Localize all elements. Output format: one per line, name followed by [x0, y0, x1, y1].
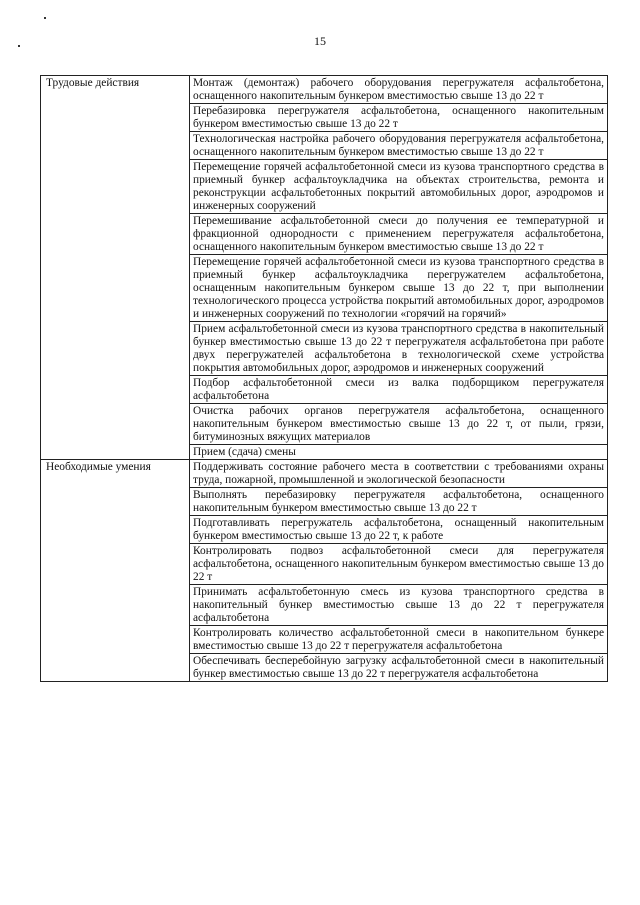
- section-item: Поддерживать состояние рабочего места в соответствии с требованиями охраны труда, пожарной, промышленной и экологической безопасности: [190, 460, 608, 488]
- page-number: 15: [314, 34, 326, 48]
- section-item: Монтаж (демонтаж) рабочего оборудования перегружателя асфальтобетона, оснащенного накопительным бункером вместимостью свыше 13 до 22 т: [190, 76, 608, 104]
- section-item: Контролировать подвоз асфальтобетонной смеси для перегружателя асфальтобетона, оснащенного накопительным бункером вместимостью свыше 13 до 22 т: [190, 544, 608, 585]
- section-item: Очистка рабочих органов перегружателя асфальтобетона, оснащенного накопительным бункером вместимостью свыше 13 до 22 т, от пыли, грязи, битуминозных вяжущих материалов: [190, 404, 608, 445]
- section-item: Перемещение горячей асфальтобетонной смеси из кузова транспортного средства в приемный бункер асфальтоукладчика перегружателем асфальтобетона, оснащенным накопительным бункером свыше 13 до 22 т, при выполнении технологического процесса устройства покрытий автомобильных дорог, аэродромов и инженерных сооружений по технологии «горячий на горячий»: [190, 255, 608, 322]
- table-row: [41, 76, 608, 104]
- table-row: [41, 460, 608, 488]
- section-item: Перемещение горячей асфальтобетонной смеси из кузова транспортного средства в приемный бункер асфальтоукладчика на объектах строительства, ремонта и реконструкции асфальтобетонных покрытий автомобильных дорог, аэродромов и инженерных сооружений: [190, 160, 608, 214]
- competency-table: [40, 75, 608, 682]
- section-item: Технологическая настройка рабочего оборудования перегружателя асфальтобетона, оснащенного накопительным бункером вместимостью свыше 13 до 22 т: [190, 132, 608, 160]
- competency-table-body: [41, 76, 608, 682]
- section-item: Выполнять перебазировку перегружателя асфальтобетона, оснащенного накопительным бункером вместимостью свыше 13 до 22 т: [190, 488, 608, 516]
- section-item: Обеспечивать бесперебойную загрузку асфальтобетонной смеси в накопительный бункер вместимостью свыше 13 до 22 т перегружателя асфальтобетона: [190, 654, 608, 682]
- section-item: Перемешивание асфальтобетонной смеси до получения ее температурной и фракционной однородности с применением перегружателя асфальтобетона, оснащенного накопительным бункером вместимостью свыше 13 до 22 т: [190, 214, 608, 255]
- section-label: Необходимые умения: [41, 460, 190, 682]
- scan-mark-top: [44, 17, 46, 19]
- section-item: Принимать асфальтобетонную смесь из кузова транспортного средства в накопительный бункер вместимостью свыше 13 до 22 т перегружателя асфальтобетона: [190, 585, 608, 626]
- section-item: Прием асфальтобетонной смеси из кузова транспортного средства в накопительный бункер вместимостью свыше 13 до 22 т перегружателя асфальтобетона при работе двух перегружателей асфальтобетона в технологической схеме устройства покрытия автомобильных дорог, аэродромов и инженерных сооружений: [190, 322, 608, 376]
- section-item: Контролировать количество асфальтобетонной смеси в накопительном бункере вместимостью свыше 13 до 22 т перегружателя асфальтобетона: [190, 626, 608, 654]
- section-item: Подготавливать перегружатель асфальтобетона, оснащенный накопительным бункером вместимостью свыше 13 до 22 т, к работе: [190, 516, 608, 544]
- section-item: Прием (сдача) смены: [190, 445, 608, 460]
- section-item: Перебазировка перегружателя асфальтобетона, оснащенного накопительным бункером вместимостью свыше 13 до 22 т: [190, 104, 608, 132]
- section-item: Подбор асфальтобетонной смеси из валка подборщиком перегружателя асфальтобетона: [190, 376, 608, 404]
- section-label: Трудовые действия: [41, 76, 190, 460]
